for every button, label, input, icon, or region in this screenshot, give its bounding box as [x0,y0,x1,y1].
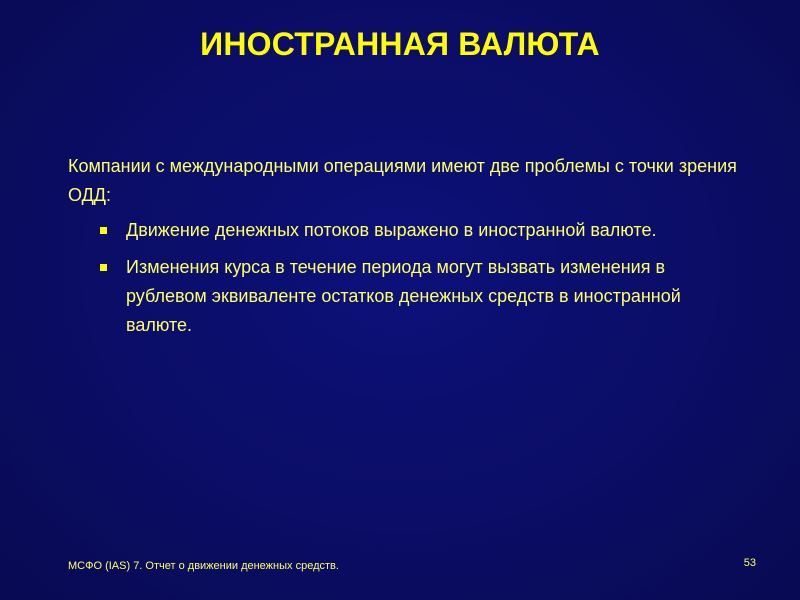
square-bullet-icon [100,264,107,271]
bullet-text: Движение денежных потоков выражено в иностранной валюте. [126,220,657,240]
bullet-list [68,216,738,340]
page-number: 53 [743,557,756,569]
bullet-text: Изменения курса в течение периода могут вызвать изменения в рублевом эквиваленте остатков денежных средств в иностранной валюте. [126,257,681,335]
intro-text: Компании с международными операциями имеют две проблемы с точки зрения ОДД: [68,156,737,205]
square-bullet-icon [100,227,107,234]
list-item [68,216,738,245]
list-item [68,253,738,340]
footer-text: МСФО (IAS) 7. Отчет о движении денежных средств. [68,560,339,572]
slide-title: ИНОСТРАННАЯ ВАЛЮТА [200,26,600,62]
slide-body [68,152,738,348]
